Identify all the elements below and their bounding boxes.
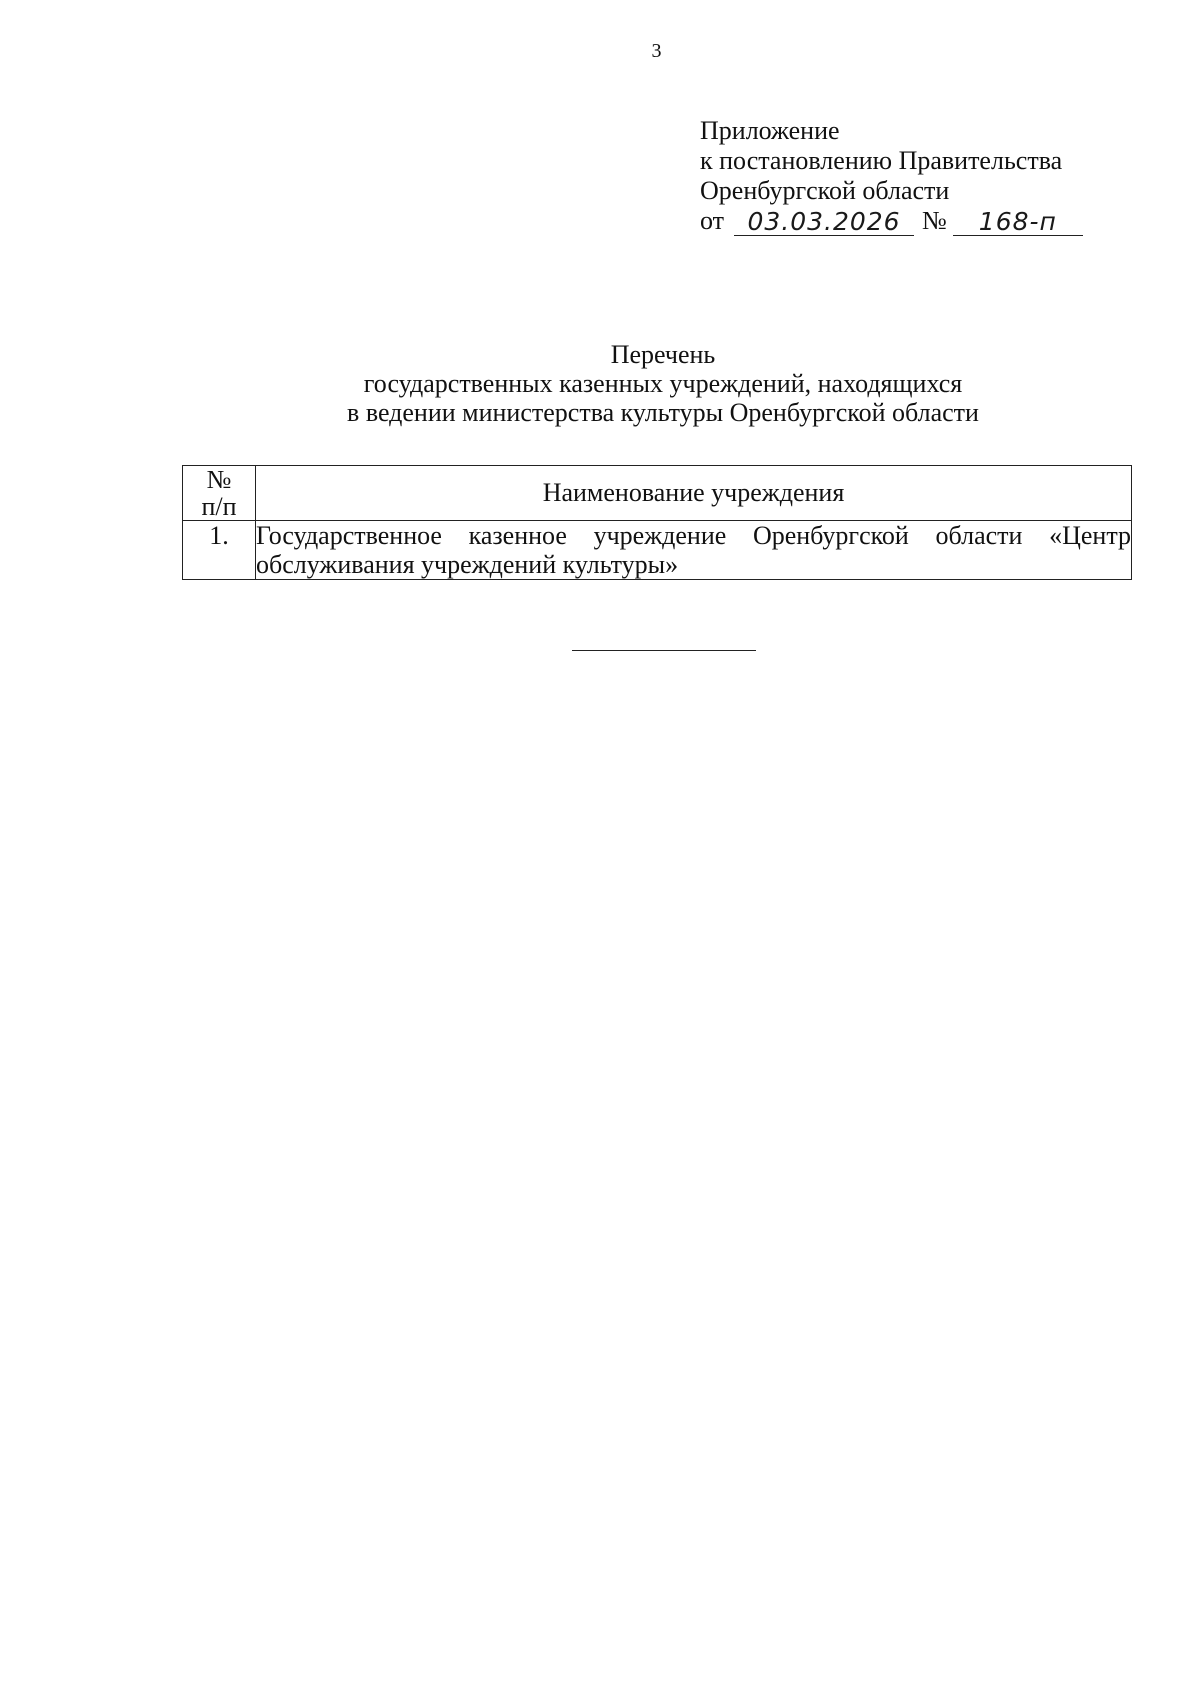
institutions-table — [182, 465, 1132, 580]
table-header-row — [183, 466, 1132, 521]
header-number-sign: № — [206, 465, 232, 494]
appendix-region: Оренбургской области — [700, 176, 950, 205]
end-divider — [572, 650, 756, 651]
table-row — [183, 521, 1132, 580]
appendix-date-number-row — [700, 206, 1160, 236]
title-line-1: Перечень — [610, 340, 716, 369]
document-title — [0, 340, 1200, 427]
page-number: 3 — [651, 40, 662, 62]
appendix-title: Приложение — [700, 116, 840, 145]
date-prefix: от — [700, 206, 725, 235]
row-number: 1. — [183, 521, 256, 580]
appendix-reference: к постановлению Правительства — [700, 146, 1063, 175]
number-prefix: № — [922, 206, 947, 235]
handwritten-date: 03.03.2026 — [734, 209, 914, 236]
row-name: Государственное казенное учреждение Оренбургской области «Центр обслуживания учреждений культуры» — [256, 521, 1131, 579]
header-number-pp: п/п — [201, 492, 237, 521]
title-line-2: государственных казенных учреждений, находящихся — [363, 369, 963, 398]
header-name: Наименование учреждения — [256, 466, 1132, 521]
appendix-block — [700, 116, 1160, 236]
handwritten-number: 168-п — [953, 209, 1083, 236]
title-line-3: в ведении министерства культуры Оренбургской области — [347, 398, 979, 427]
header-number — [183, 466, 256, 521]
